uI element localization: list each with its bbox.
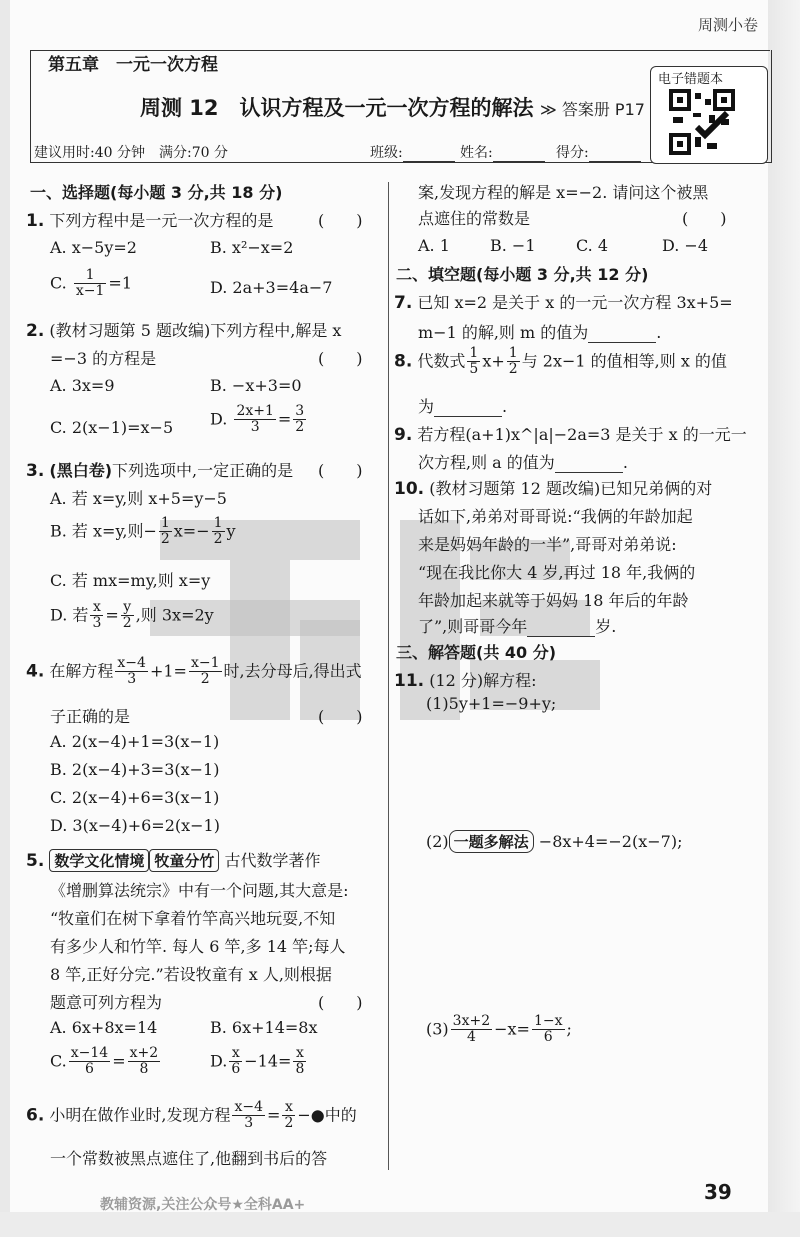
answer-paren[interactable]: ( ) bbox=[318, 349, 363, 368]
question-8: 8. 代数式 $\frac{1}{5}$ x+ $\frac{1}{2}$ 与 2x−1 的值相等,则 x 的值 bbox=[394, 345, 727, 378]
question-9: 9. 若方程(a+1)x^|a|−2a=3 是关于 x 的一元一 bbox=[394, 425, 747, 445]
answer-paren[interactable]: ( ) bbox=[318, 993, 363, 1012]
question-number: 4. bbox=[26, 661, 45, 682]
option-c: C. $\frac{x-14}{6}$ = $\frac{x+2}{8}$ bbox=[50, 1045, 159, 1078]
class-label: 班级: bbox=[370, 145, 403, 161]
option-d: D. $\frac{2x+1}{3}$ = $\frac{3}{2}$ bbox=[210, 403, 305, 436]
question-stem-cont: 来是妈妈年龄的一半”,哥哥对弟弟说: bbox=[418, 535, 677, 554]
section-3-title: 三、解答题(共 40 分) bbox=[396, 643, 557, 662]
qr-code-icon bbox=[669, 89, 735, 155]
question-stem: 下列方程中是一元一次方程的是 bbox=[49, 211, 274, 230]
question-stem-cont: 为 . bbox=[418, 397, 508, 416]
time-info: 建议用时:40 分钟 满分:70 分 bbox=[34, 145, 228, 161]
binding-edge bbox=[768, 0, 800, 1237]
method-tag: 一题多解法 bbox=[449, 830, 534, 853]
footer-watermark: 教辅资源,关注公众号★全科AA+ bbox=[100, 1197, 306, 1213]
question-stem-cont: m−1 的解,则 m 的值为 . bbox=[418, 323, 662, 342]
question-stem-cont: 年龄加起来就等于妈妈 18 年后的年龄 bbox=[418, 591, 689, 610]
question-stem-cont: “现在我比你大 4 岁,再过 18 年,我俩的 bbox=[418, 563, 696, 582]
answer-paren[interactable]: ( ) bbox=[682, 209, 727, 228]
option-b: B. 6x+14=8x bbox=[210, 1018, 318, 1037]
part-2: (2) 一题多解法 −8x+4=−2(x−7); bbox=[426, 832, 683, 851]
page-title: 周测 12 认识方程及一元一次方程的解法 bbox=[140, 96, 534, 120]
question-7: 7. 已知 x=2 是关于 x 的一元一次方程 3x+5= bbox=[394, 293, 733, 313]
question-2 bbox=[26, 318, 341, 341]
question-6: 6. 小明在做作业时,发现方程 $\frac{x-4}{3}$ = $\frac{x}{2}$ −●中的 bbox=[26, 1099, 357, 1132]
question-number: 6. bbox=[26, 1105, 45, 1126]
section-tab: 周测小卷 bbox=[697, 16, 758, 34]
score-field[interactable] bbox=[556, 142, 641, 162]
option-b: B. −x+3=0 bbox=[210, 376, 302, 395]
class-blank[interactable] bbox=[403, 147, 455, 162]
chapter-label: 第五章 一元一次方程 bbox=[48, 55, 218, 75]
question-number: 9. bbox=[394, 425, 413, 445]
answer-paren[interactable]: ( ) bbox=[318, 211, 363, 230]
option-a: A. x−5y=2 bbox=[50, 238, 137, 257]
option-d: D. 3(x−4)+6=2(x−1) bbox=[50, 816, 220, 835]
option-a: A. 6x+8x=14 bbox=[50, 1018, 158, 1037]
option-b: B. 2(x−4)+3=3(x−1) bbox=[50, 760, 220, 779]
question-number: 8. bbox=[394, 351, 413, 372]
option-a: A. 3x=9 bbox=[50, 376, 115, 395]
answer-paren[interactable]: ( ) bbox=[318, 461, 363, 480]
option-a: A. 2(x−4)+1=3(x−1) bbox=[50, 732, 220, 751]
question-stem-cont: 8 竿,正好分完.”若设牧童有 x 人,则根据 bbox=[50, 965, 332, 984]
question-number: 10. bbox=[394, 479, 425, 499]
column-divider bbox=[388, 182, 389, 1170]
option-c: C. 2(x−4)+6=3(x−1) bbox=[50, 788, 220, 807]
option-d: D. 若 $\frac{x}{3}$ = $\frac{y}{2}$ ,则 3x=2y bbox=[50, 599, 214, 632]
question-4: 4. 在解方程 $\frac{x-4}{3}$ +1= $\frac{x-1}{2}$ 时,去分母后,得出式 bbox=[26, 655, 362, 688]
part-3: (3) $\frac{3x+2}{4}$ −x= $\frac{1-x}{6}$ ; bbox=[426, 1013, 572, 1046]
answer-reference: ≫ 答案册 P17 bbox=[540, 100, 645, 119]
answer-blank[interactable] bbox=[434, 402, 502, 417]
question-stem-cont: 《增删算法统宗》中有一个问题,其大意是: bbox=[50, 881, 349, 900]
answer-blank[interactable] bbox=[527, 622, 595, 637]
answer-paren[interactable]: ( ) bbox=[318, 707, 363, 726]
option-a: A. 若 x=y,则 x+5=y−5 bbox=[50, 489, 227, 508]
name-label: 姓名: bbox=[460, 145, 493, 161]
option-c: C. $\frac{1}{x-1}$ =1 bbox=[50, 267, 132, 300]
question-1 bbox=[26, 208, 273, 231]
question-stem-cont: 点遮住的常数是 bbox=[418, 209, 531, 228]
question-number: 2. bbox=[26, 321, 45, 341]
watermark-block bbox=[230, 560, 290, 720]
option-d: D. −4 bbox=[662, 236, 709, 255]
page-edge-shadow bbox=[0, 0, 10, 1237]
question-number: 11. bbox=[394, 671, 425, 691]
answer-blank[interactable] bbox=[555, 458, 623, 473]
option-c: C. 若 mx=my,则 x=y bbox=[50, 571, 211, 590]
name-blank[interactable] bbox=[493, 147, 545, 162]
question-11: 11. (12 分)解方程: bbox=[394, 671, 537, 691]
qr-label: 电子错题本 bbox=[658, 72, 724, 87]
part-1: (1)5y+1=−9+y; bbox=[426, 694, 557, 713]
option-a: A. 1 bbox=[418, 236, 450, 255]
question-3 bbox=[26, 458, 293, 481]
question-tag: (黑白卷) bbox=[49, 461, 113, 480]
option-d: D. 2a+3=4a−7 bbox=[210, 278, 333, 297]
question-stem-cont: 题意可列方程为 bbox=[50, 993, 163, 1012]
question-stem-cont: =−3 的方程是 bbox=[50, 349, 157, 368]
page-number: 39 bbox=[704, 1180, 732, 1204]
question-10: 10. (教材习题第 12 题改编)已知兄弟俩的对 bbox=[394, 479, 713, 499]
question-number: 3. bbox=[26, 461, 45, 481]
question-stem-cont: 有多少人和竹竿. 每人 6 竿,多 14 竿;每人 bbox=[50, 937, 346, 956]
option-b: B. 若 x=y,则− $\frac{1}{2}$ x=− $\frac{1}{2}$ y bbox=[50, 515, 236, 548]
class-field[interactable] bbox=[370, 142, 455, 162]
question-number: 1. bbox=[26, 211, 45, 231]
answer-blank[interactable] bbox=[588, 328, 656, 343]
question-stem: 下列选项中,一定正确的是 bbox=[112, 461, 294, 480]
question-stem: (教材习题第 5 题改编)下列方程中,解是 x bbox=[49, 321, 342, 340]
context-tag: 数学文化情境 bbox=[49, 849, 149, 872]
score-label: 得分: bbox=[556, 145, 589, 161]
question-5: 5. 数学文化情境 牧童分竹 古代数学著作 bbox=[26, 851, 321, 871]
bottom-band bbox=[0, 1212, 800, 1237]
section-2-title: 二、填空题(每小题 3 分,共 12 分) bbox=[396, 265, 649, 284]
topic-tag: 牧童分竹 bbox=[149, 849, 219, 872]
question-number: 5. bbox=[26, 851, 45, 871]
question-number: 7. bbox=[394, 293, 413, 313]
question-stem-cont: “牧童们在树下拿着竹竿高兴地玩耍,不知 bbox=[50, 909, 336, 928]
question-stem-cont: 话如下,弟弟对哥哥说:“我俩的年龄加起 bbox=[418, 507, 693, 526]
question-stem-cont: 了”,则哥哥今年 岁. bbox=[418, 617, 617, 636]
option-c: C. 2(x−1)=x−5 bbox=[50, 418, 174, 437]
question-stem-cont: 一个常数被黑点遮住了,他翻到书后的答 bbox=[50, 1149, 328, 1168]
question-stem-cont: 案,发现方程的解是 x=−2. 请问这个被黑 bbox=[418, 183, 709, 202]
score-blank[interactable] bbox=[589, 147, 641, 162]
section-1-title: 一、选择题(每小题 3 分,共 18 分) bbox=[30, 183, 283, 202]
option-d: D. $\frac{x}{6}$ −14= $\frac{x}{8}$ bbox=[210, 1045, 305, 1078]
option-b: B. −1 bbox=[490, 236, 536, 255]
name-field[interactable] bbox=[460, 142, 545, 162]
question-stem-cont: 子正确的是 bbox=[50, 707, 131, 726]
question-stem-cont: 次方程,则 a 的值为 . bbox=[418, 453, 628, 472]
option-b: B. x²−x=2 bbox=[210, 238, 294, 257]
option-c: C. 4 bbox=[576, 236, 609, 255]
